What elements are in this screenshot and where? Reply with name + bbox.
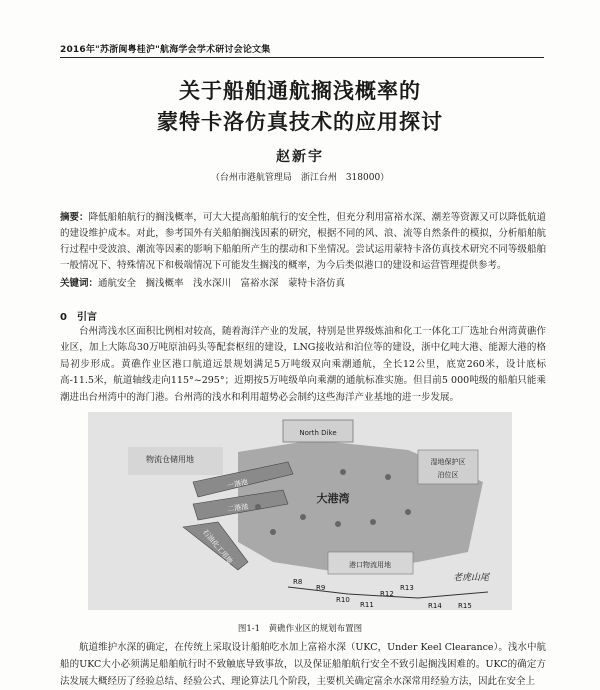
- affiliation: （台州市港航管理局 浙江台州 318000）: [210, 173, 390, 183]
- berth-dot: [300, 514, 306, 520]
- header-rule: [60, 57, 544, 58]
- berth-dot: [270, 529, 276, 535]
- keywords-text: 通航安全 搁浅概率 浅水深川 富裕水深 蒙特卡洛仿真: [98, 278, 346, 289]
- label-laohu: 老虎山尾: [453, 573, 490, 583]
- berth-dot: [405, 509, 411, 515]
- title-line-1: 关于船舶通航搁浅概率的: [179, 79, 421, 103]
- label-logistics: 物流仓储用地: [146, 455, 194, 464]
- label-r8: R8: [293, 578, 303, 586]
- keywords-label: 关键词：: [60, 278, 99, 289]
- label-port1: 一港池: [226, 477, 249, 491]
- body-paragraph-2: 航道维护水深的确定，在传统上采取设计船舶吃水加上富裕水深（UKC，Under Keel Clearance）。浅水中航船的UKC大小必须满足船舶航行时不致触底导致事故，以及保证船舶航行安全不致引起搁浅困难的。UKC的确定方法发展大概经历了经验总结、经验公式、理论算法几个阶段，主要机关确定富余水深常用经验方法，因此在安全上: [60, 642, 546, 687]
- port-layout-figure: [88, 412, 512, 610]
- label-port-logistics: 港口物流用地: [349, 561, 391, 569]
- label-wetland2: 泊位区: [437, 471, 459, 479]
- label-r14: R14: [428, 602, 442, 610]
- label-port2: 二港池: [226, 502, 249, 514]
- label-harbor: 大港湾: [316, 492, 350, 505]
- abstract-text: 降低船舶航行的搁浅概率，可大大提高船舶航行的安全性，但充分利用富裕水深、潮差等资源又可以降低航道的建设维护成本。对此，参考国外有关船舶搁浅因素的研究，根据不同的风、浪、流等自然条件的模拟，分析船舶航行过程中受波浪、潮流等因素的影响下船舶所产生的摆动和下坐情况。尝试运用蒙特卡洛仿真技术研究不同等级船舶一般情况下、特殊情况下和极端情况下可能发生搁浅的概率，为今后类似港口的建设和运营管理提供参考。: [60, 212, 546, 271]
- berth-dot: [335, 521, 341, 527]
- label-north-dike: North Dike: [299, 429, 337, 437]
- label-r11: R11: [360, 601, 374, 609]
- abstract: [60, 210, 546, 274]
- label-r10: R10: [336, 596, 350, 604]
- keywords: [60, 275, 546, 289]
- berth-dot: [370, 519, 376, 525]
- label-r13: R13: [400, 584, 414, 592]
- label-petrochem: 石油化工用地: [200, 528, 235, 566]
- berth-dot: [340, 469, 346, 475]
- running-header: 2016年"苏浙闽粤桂沪"航海学会学术研讨会论文集: [60, 45, 271, 55]
- section-heading: 0 引言: [60, 312, 97, 323]
- figure-caption: 图1-1 黄礁作业区的规划布置图: [237, 624, 363, 634]
- intro-paragraph: 台州湾浅水区面积比例相对较高，随着海洋产业的发展，特别是世界级炼油和化工一体化工厂选址台州湾黄礁作业区，加上大陈岛30万吨原油码头等配套枢纽的建设，LNG接收站和泊位等的建设，浙中亿吨大港、能源大港的格局初步形成。黄礁作业区港口航道远景规划满足5万吨级双向乘潮通航，全长12公里，底宽260米，设计底标高-11.5米，航道轴线走向115°~295°；近期按5万吨级单向乘潮的通航标准实施。但目前5 000吨级的船舶只能乘潮进出台州湾中的海门港。台州湾的浅水和利用超势必会制约这些海洋产业基地的进一步发展。: [60, 326, 546, 403]
- label-r15: R15: [458, 602, 472, 610]
- title-line-2: 蒙特卡洛仿真技术的应用探讨: [157, 110, 443, 134]
- abstract-label: 摘要：: [60, 212, 89, 223]
- label-r12: R12: [380, 590, 394, 598]
- label-r9: R9: [316, 584, 326, 592]
- berth-dot: [255, 504, 261, 510]
- berth-dot: [385, 474, 391, 480]
- label-wetland1: 湿地保护区: [430, 458, 466, 466]
- author: 赵新宇: [276, 149, 324, 165]
